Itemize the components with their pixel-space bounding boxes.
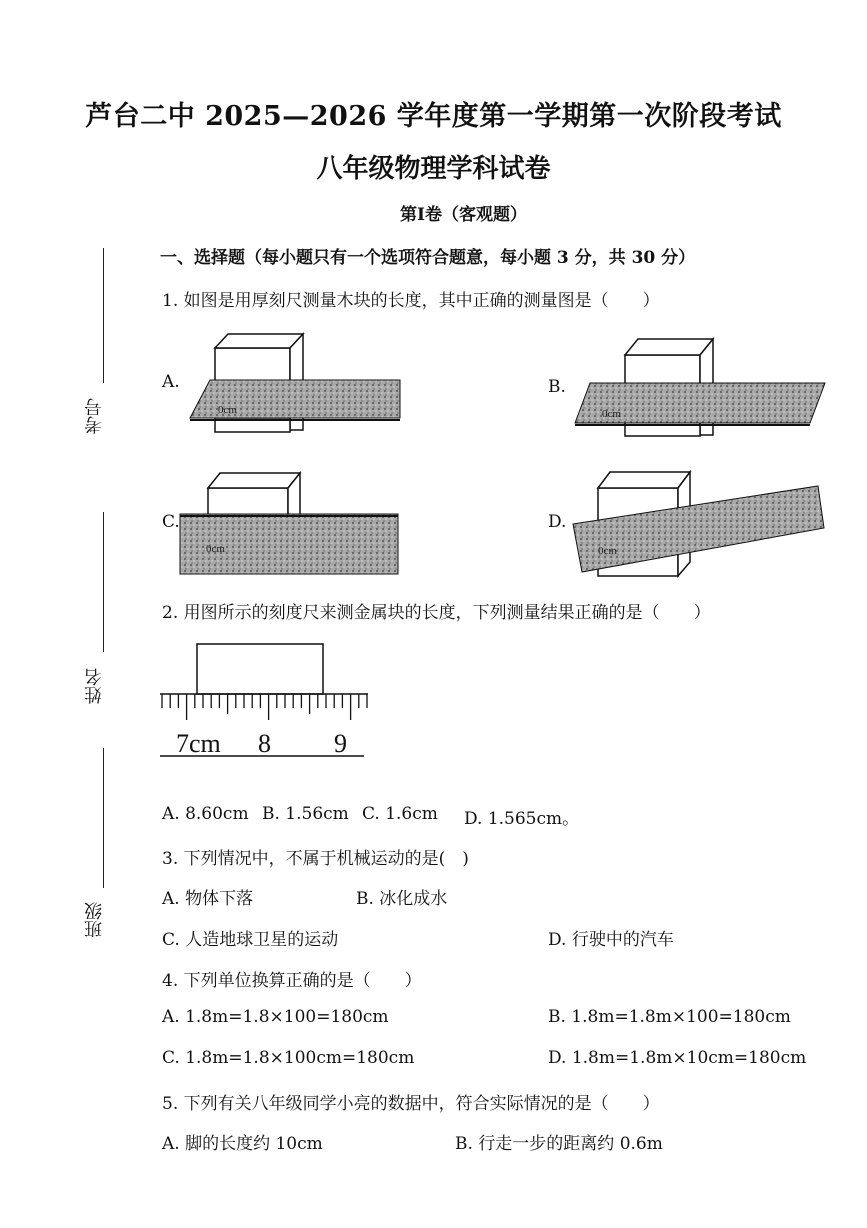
q3-option-a: A. 物体下落 (162, 889, 254, 909)
exam-subtitle: 八年级物理学科试卷 (316, 154, 551, 184)
q3-option-c: C. 人造地球卫星的运动 (162, 930, 339, 950)
q1-a-zero-mark: 0cm (218, 404, 237, 416)
q5-option-b: B. 行走一步的距离约 0.6m (455, 1134, 663, 1154)
exam-number-label: 考号 (84, 398, 105, 434)
q1-figure-b-label: B. (548, 377, 566, 397)
q3-option-b: B. 冰化成水 (356, 889, 448, 909)
q2-option-d: D. 1.565cm。 (464, 809, 580, 829)
q1-figure-a (180, 330, 410, 440)
exam-title: 芦台二中 2025—2026 学年度第一学期第一次阶段考试 (85, 101, 782, 132)
q2-option-b: B. 1.56cm (262, 804, 349, 824)
q3-option-d: D. 行驶中的汽车 (548, 930, 674, 950)
q1-figure-c-label: C. (162, 512, 180, 532)
q1-b-zero-mark: 0cm (602, 408, 621, 420)
part-heading: 第I卷（客观题） (400, 205, 527, 225)
q4-option-c: C. 1.8m=1.8×100cm=180cm (162, 1048, 415, 1068)
question-2: 2. 用图所示的刻度尺来测金属块的长度，下列测量结果正确的是（ ） (162, 603, 711, 623)
name-line (103, 512, 104, 652)
question-4: 4. 下列单位换算正确的是（ ） (162, 971, 422, 991)
class-line (103, 748, 104, 888)
exam-number-line (103, 248, 104, 383)
question-5: 5. 下列有关八年级同学小亮的数据中，符合实际情况的是（ ） (162, 1094, 660, 1114)
ruler-label-9: 9 (334, 729, 347, 758)
ruler-label-8: 8 (258, 729, 271, 758)
class-label: 班级 (84, 902, 105, 938)
q2-option-c: C. 1.6cm (362, 804, 438, 824)
q1-c-zero-mark: 0cm (206, 543, 225, 555)
q1-figure-d (568, 466, 828, 586)
q4-option-a: A. 1.8m=1.8×100=180cm (162, 1007, 389, 1027)
q5-option-a: A. 脚的长度约 10cm (162, 1134, 323, 1154)
q1-figure-d-label: D. (548, 512, 567, 532)
q4-option-d: D. 1.8m=1.8m×10cm=180cm (548, 1048, 807, 1068)
name-label: 姓名 (84, 668, 105, 704)
q4-option-b: B. 1.8m=1.8m×100=180cm (548, 1007, 791, 1027)
q1-d-zero-mark: 0cm (598, 545, 617, 557)
ruler-label-7cm: 7cm (176, 729, 221, 758)
q2-option-a: A. 8.60cm (162, 804, 249, 824)
section-heading: 一、选择题（每小题只有一个选项符合题意，每小题 3 分，共 30 分） (160, 248, 696, 268)
question-3: 3. 下列情况中，不属于机械运动的是( ) (162, 849, 469, 869)
q1-figure-c (178, 468, 408, 580)
q1-figure-b (570, 325, 830, 445)
q2-ruler-figure (158, 640, 373, 760)
question-1: 1. 如图是用厚刻尺测量木块的长度，其中正确的测量图是（ ） (162, 291, 660, 311)
ruler-ticks (162, 694, 367, 720)
q1-figure-a-label: A. (162, 372, 180, 392)
metal-block (197, 644, 323, 694)
